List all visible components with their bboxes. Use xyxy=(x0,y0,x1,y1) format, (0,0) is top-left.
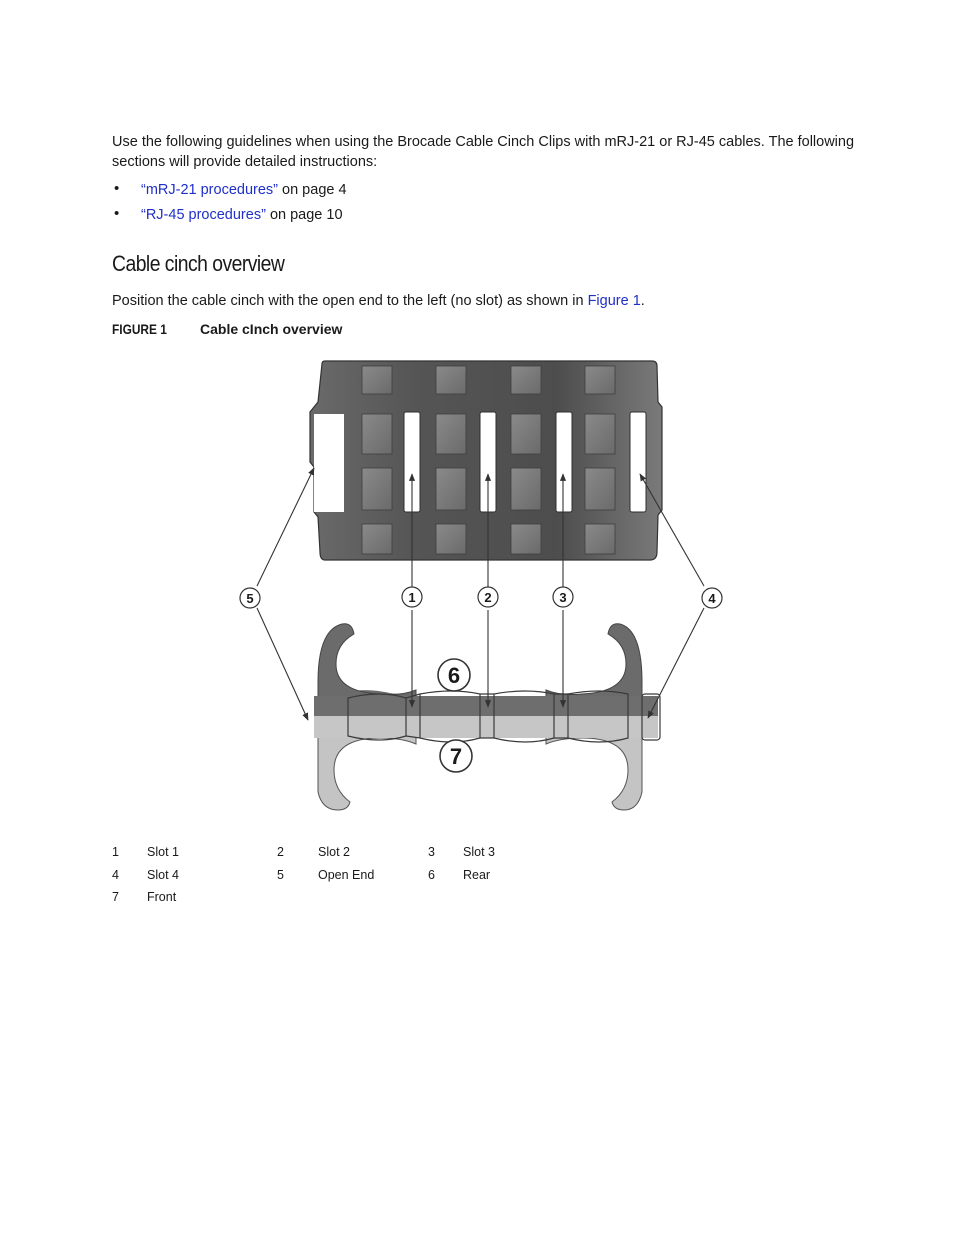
callout-3-label: 3 xyxy=(559,590,567,605)
callout-1-label: 1 xyxy=(408,590,416,605)
callout-7-label: 7 xyxy=(449,744,463,769)
paragraph-period: . xyxy=(640,293,645,309)
legend-number: 5 xyxy=(277,867,284,882)
procedure-link-list xyxy=(112,180,347,230)
callout-2-label: 2 xyxy=(484,590,492,605)
page-reference: on page 4 xyxy=(278,182,347,198)
bullet-icon: • xyxy=(114,180,120,197)
cinch-side-view xyxy=(314,624,660,810)
callout-4-label: 4 xyxy=(708,591,716,606)
list-item xyxy=(112,205,347,230)
legend-label: Rear xyxy=(463,867,491,882)
legend-label: Slot 3 xyxy=(463,845,495,859)
page-reference: on page 10 xyxy=(265,207,343,223)
legend-number: 2 xyxy=(277,845,284,859)
callout-6-label: 6 xyxy=(447,663,461,688)
legend-label: Slot 1 xyxy=(147,845,179,859)
intro-paragraph: Use the following guidelines when using the Brocade Cable Cinch Clips with mRJ-21 or RJ-45 cables. The following sections will provide detailed instructions: xyxy=(112,134,855,170)
bullet-icon: • xyxy=(114,205,120,222)
section-heading: Cable cinch overview xyxy=(112,251,285,276)
legend-number: 1 xyxy=(112,845,119,859)
link-rj45-procedures[interactable]: “RJ-45 procedures” xyxy=(141,207,266,223)
legend-number: 6 xyxy=(428,867,435,882)
link-mrj21-procedures[interactable]: “mRJ-21 procedures” xyxy=(141,182,278,198)
position-paragraph xyxy=(112,292,645,311)
legend-label: Front xyxy=(147,890,177,904)
paragraph-text: Position the cable cinch with the open end to the left (no slot) as shown in xyxy=(112,293,588,309)
legend-number: 4 xyxy=(112,867,119,882)
cinch-top-view xyxy=(310,361,662,560)
legend-label: Open End xyxy=(318,867,375,882)
list-item xyxy=(112,180,347,205)
legend-label: Slot 2 xyxy=(318,845,350,859)
link-figure-1[interactable]: Figure 1 xyxy=(587,293,641,309)
legend-label: Slot 4 xyxy=(147,867,179,882)
legend-number: 3 xyxy=(428,845,435,859)
figure-title: Cable cInch overview xyxy=(200,321,343,337)
legend-number: 7 xyxy=(112,890,119,904)
figure-label: FIGURE 1 xyxy=(112,321,167,337)
cable-cinch-illustration xyxy=(230,352,730,822)
callout-5-label: 5 xyxy=(246,591,254,606)
